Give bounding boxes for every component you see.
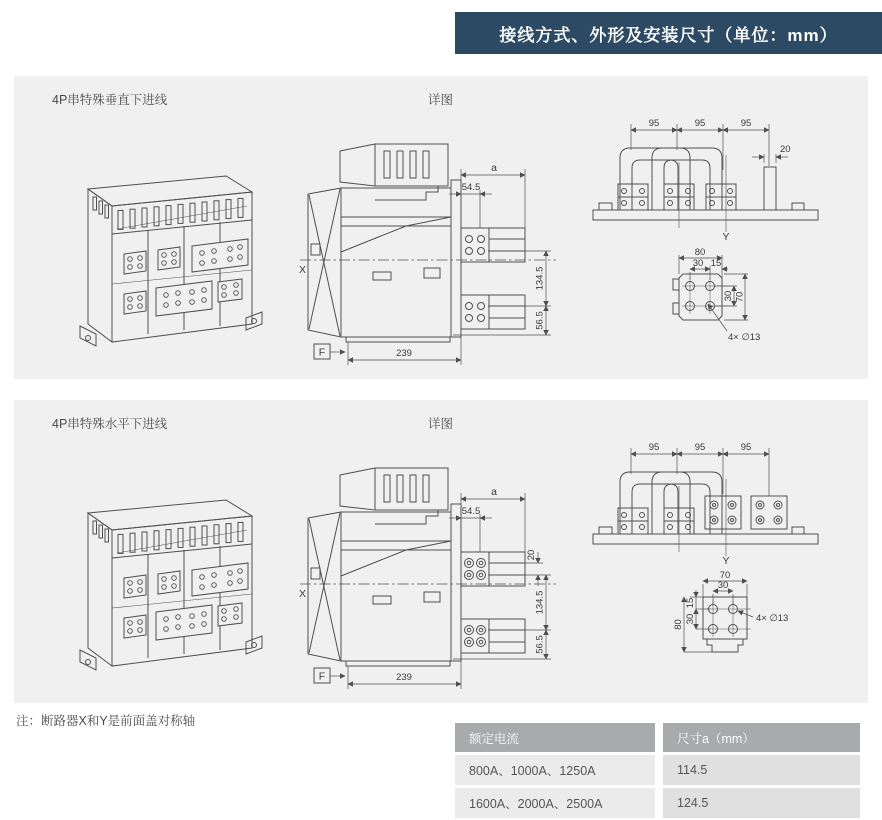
axis-x-label: X [299,264,307,276]
dim-80-label: 80 [673,619,684,630]
iso-terminals [124,239,248,316]
table-cell-current: 1600A、2000A、2500A [455,788,655,818]
dim-30-side-label: 30 [685,613,696,625]
dim-95-label: 95 [648,442,660,453]
panel2-title: 4P串特殊水平下进线 [52,417,168,431]
dim-a-label: a [491,162,497,174]
side-dimensions [314,493,551,689]
busbar-rear-view-drawing [586,434,871,566]
side-terminals [461,228,525,329]
breaker-isometric-drawing [52,478,282,690]
dim-15-label: 15 [685,597,696,609]
dim-239-label: 239 [396,348,412,359]
panel2-detail-label: 详图 [428,417,454,431]
iso-terminals [124,563,248,640]
rear-body [593,148,818,220]
panel1-title: 4P串特殊垂直下进线 [52,93,168,107]
dim-56-5-label: 56.5 [534,311,546,330]
side-body [308,468,461,666]
breaker-side-view-drawing [298,132,568,372]
dim-30-label: 30 [717,580,729,591]
hole-plate [703,597,751,652]
axis-x-label: X [299,588,307,600]
breaker-isometric-drawing [52,154,282,366]
table-header-dimension-a: 尺寸a（mm） [663,723,860,752]
footnote: 注：断路器X和Y是前面盖对称轴 [16,714,196,728]
panel-horizontal-incoming [14,400,868,703]
panel-vertical-incoming [14,76,868,379]
breaker-side-view-drawing [298,456,568,696]
table-cell-current: 800A、1000A、1250A [455,755,655,785]
dim-80-label: 80 [694,247,706,258]
terminal-hole-pattern-drawing [660,562,860,682]
dim-95-label: 95 [740,442,752,453]
section-title: 接线方式、外形及安装尺寸（单位：mm） [499,25,838,45]
holes-callout-label: 4× ∅13 [756,613,789,624]
dim-70-label: 70 [719,570,731,581]
dim-95-label: 95 [694,118,706,129]
section-title-banner [455,12,882,54]
dim-56-5-label: 56.5 [534,635,546,654]
side-body [308,144,461,342]
hole-dim-labels [673,570,788,630]
table-cell-size: 124.5 [663,788,860,818]
rear-dimensions [631,124,788,170]
dim-54-5-label: 54.5 [461,506,481,517]
holes-callout-label: 4× ∅13 [728,332,761,343]
dim-134-5-label: 134.5 [534,590,546,615]
hole-dim-labels [693,247,761,343]
dim-54-5-label: 54.5 [461,182,481,193]
datum-f-label: F [318,346,326,359]
dim-70-label: 70 [734,291,746,303]
terminal-hole-pattern-drawing [642,242,822,362]
side-dimensions [314,169,551,365]
dim-20-label: 20 [526,549,537,561]
dim-a-label: a [491,486,497,498]
panel1-detail-label: 详图 [428,93,454,107]
axis-y-label: Y [722,555,730,566]
dim-95-label: 95 [740,118,752,129]
dim-15-label: 15 [710,258,722,269]
rear-body [593,472,818,544]
hole-plate [673,274,730,320]
dim-20-label: 20 [780,144,791,155]
dim-95-label: 95 [648,118,660,129]
busbar-rear-view-drawing [586,110,871,242]
dim-30-label: 30 [692,258,704,269]
axis-y-label: Y [722,231,730,242]
table-cell-size: 114.5 [663,755,860,785]
datum-f-label: F [318,670,326,683]
table-header-rated-current: 额定电流 [455,723,655,752]
spec-table [455,723,860,818]
dim-239-label: 239 [396,672,412,683]
side-terminals [461,552,525,653]
dim-30-side-label: 30 [723,290,734,302]
dim-95-label: 95 [694,442,706,453]
dim-134-5-label: 134.5 [534,266,546,291]
